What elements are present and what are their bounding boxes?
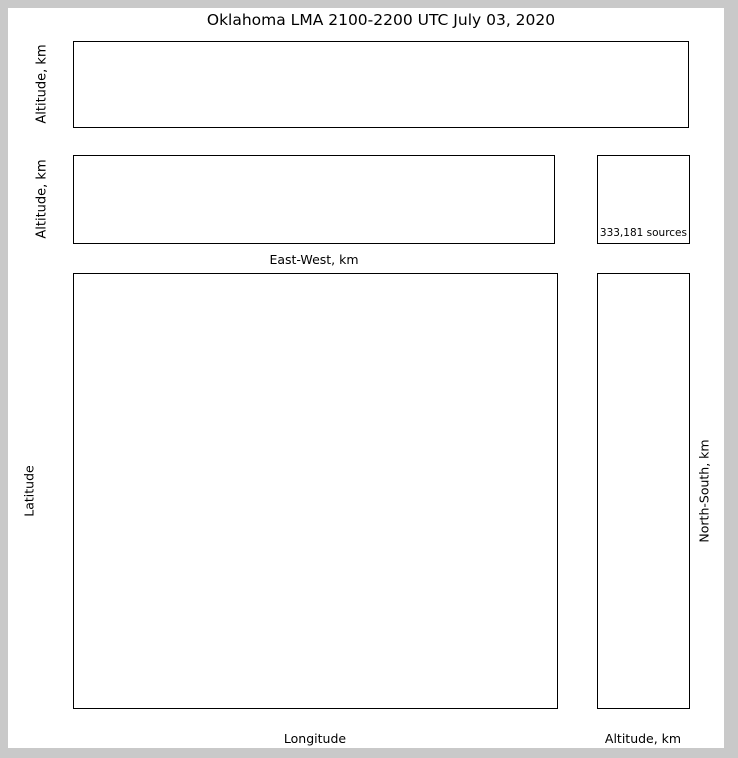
ew-xlabel: East-West, km [269,252,359,267]
ew-ylabel: Altitude, km [34,159,50,239]
time-height-ylabel: Altitude, km [34,44,50,124]
ns-altitude-heatmap [598,274,689,708]
panel-ew-altitude [73,155,555,244]
ns-xlabel: Altitude, km [604,731,682,746]
panel-time-height [73,41,689,128]
map-ylabel: Latitude [21,465,37,517]
ns-ylabel-right: North-South, km [696,439,712,543]
source-count-annotation: 333,181 sources [599,227,687,239]
ew-altitude-heatmap [74,156,554,243]
panel-ns-altitude [597,273,690,709]
figure-title: Oklahoma LMA 2100-2200 UTC July 03, 2020 [206,11,556,29]
panel-map [73,273,558,709]
map-xlabel: Longitude [283,731,347,746]
time-height-heatmap [74,42,688,127]
map-canvas [74,274,557,708]
